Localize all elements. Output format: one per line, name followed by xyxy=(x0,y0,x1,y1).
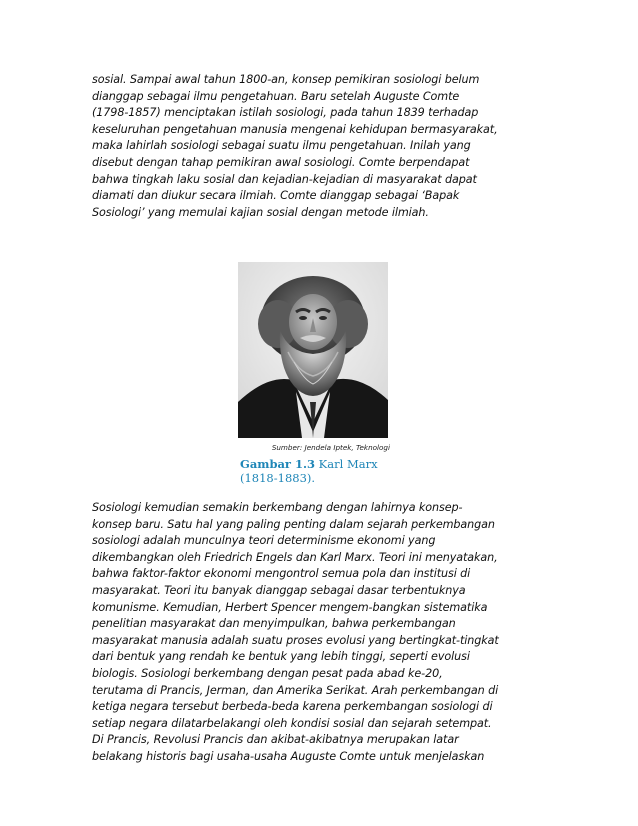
text-line: dikembangkan oleh Friedrich Engels dan Karl Marx. Teori ini menyatakan, xyxy=(92,550,498,564)
text-line: diamati dan diukur secara ilmiah. Comte dianggap sebagai ‘Bapak xyxy=(92,189,460,203)
text-line: komunisme. Kemudian, Herbert Spencer mengem-bangkan sistematika xyxy=(92,600,488,614)
paragraph-development xyxy=(92,500,552,766)
text-line: Sosiologi’ yang memulai kajian sosial dengan metode ilmiah. xyxy=(92,205,429,219)
text-line: belakang historis bagi usaha-usaha Auguste Comte untuk menjelaskan xyxy=(92,749,485,763)
text-line: disebut dengan tahap pemikiran awal sosiologi. Comte berpendapat xyxy=(92,155,470,169)
figure-source-credit: Sumber: Jendela Iptek, Teknologi xyxy=(271,443,390,452)
text-line: bahwa tingkah laku sosial dan kejadian-kejadian di masyarakat dapat xyxy=(92,172,477,186)
text-line: (1798-1857) menciptakan istilah sosiologi, pada tahun 1839 terhadap xyxy=(92,106,479,120)
text-line: masyarakat. Teori itu banyak dianggap sebagai dasar terbentuknya xyxy=(92,583,466,597)
text-line: setiap negara dilatarbelakangi oleh kondisi sosial dan sejarah setempat. xyxy=(92,716,492,730)
text-line: penelitian masyarakat dan menyimpulkan, bahwa perkembangan xyxy=(92,617,456,631)
text-line: Di Prancis, Revolusi Prancis dan akibat-akibatnya merupakan latar xyxy=(92,733,459,747)
text-line: sosial. Sampai awal tahun 1800-an, konsep pemikiran sosiologi belum xyxy=(92,73,480,86)
text-line: masyarakat manusia adalah suatu proses evolusi yang bertingkat-tingkat xyxy=(92,633,499,647)
paragraph-comte xyxy=(92,72,552,221)
text-line: keseluruhan pengetahuan manusia mengenai kehidupan bermasyarakat, xyxy=(92,122,498,136)
figure-caption-years: (1818-1883). xyxy=(240,471,316,485)
text-line: bahwa faktor-faktor ekonomi mengontrol semua pola dan institusi di xyxy=(92,567,471,581)
text-line: terutama di Prancis, Jerman, dan Amerika Serikat. Arah perkembangan di xyxy=(92,683,499,697)
text-line: dari bentuk yang rendah ke bentuk yang lebih tinggi, seperti evolusi xyxy=(92,650,470,664)
figure-label: Gambar 1.3 xyxy=(240,457,316,471)
figure-karl-marx xyxy=(238,262,396,485)
text-line: dianggap sebagai ilmu pengetahuan. Baru setelah Auguste Comte xyxy=(92,89,460,103)
text-line: maka lahirlah sosiologi sebagai suatu ilmu pengetahuan. Inilah yang xyxy=(92,139,471,153)
text-line: biologis. Sosiologi berkembang dengan pesat pada abad ke-20, xyxy=(92,666,443,680)
figure-caption-name: Karl Marx xyxy=(318,457,378,471)
figure-caption xyxy=(240,457,378,485)
text-line: ketiga negara tersebut berbeda-beda karena perkembangan sosiologi di xyxy=(92,700,493,714)
karl-marx-portrait-image xyxy=(238,262,388,438)
text-line: Sosiologi kemudian semakin berkembang dengan lahirnya konsep- xyxy=(92,501,463,514)
text-line: sosiologi adalah munculnya teori determinisme ekonomi yang xyxy=(92,534,436,548)
text-line: konsep baru. Satu hal yang paling penting dalam sejarah perkembangan xyxy=(92,517,495,531)
